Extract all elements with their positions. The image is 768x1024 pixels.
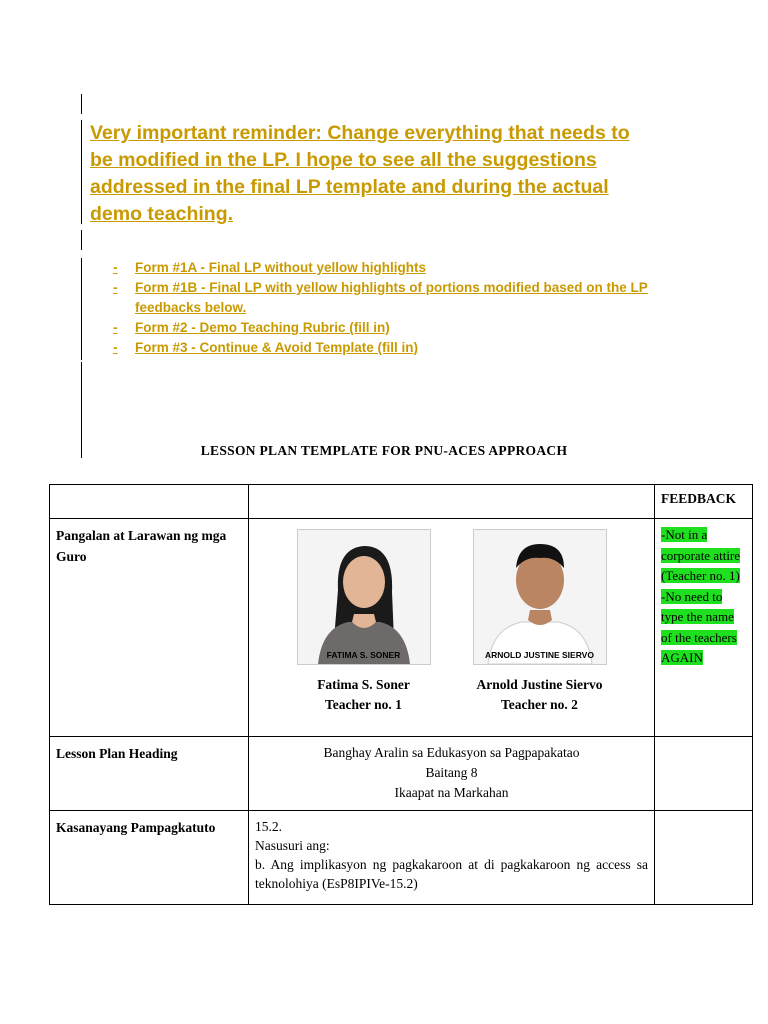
list-item: - Form #2 - Demo Teaching Rubric (fill in) [113, 320, 390, 335]
reminder-note [90, 120, 690, 228]
portrait-icon [298, 530, 430, 664]
margin-bar [81, 258, 82, 360]
table-row [50, 811, 753, 905]
lesson-plan-table [49, 484, 753, 905]
reminder-line: demo teaching. [90, 203, 234, 225]
table-cell [249, 485, 655, 519]
skill-cell [249, 811, 655, 905]
table-cell [50, 485, 249, 519]
feedback-text: -Not in a corporate attire (Teacher no. 1) -No need to type the name of the teachers AGAIN [661, 527, 741, 665]
heading-label: Lesson Plan Heading [50, 737, 249, 811]
skill-text: b. Ang implikasyon ng pagkakaroon at di pagkakaroon ng access sa teknolohiya (EsP8IPIVe-15.2) [255, 857, 648, 891]
feedback-cell [655, 519, 753, 737]
margin-bar [81, 230, 82, 250]
grade-text: Baitang 8 [425, 765, 478, 780]
feedback-header: FEEDBACK [655, 485, 753, 519]
teacher-card [294, 529, 434, 715]
table-row [50, 519, 753, 737]
subject-text: Banghay Aralin sa Edukasyon sa Pagpapakatao [323, 745, 580, 760]
reminder-line: addressed in the final LP template and during the actual [90, 176, 609, 198]
reminder-line: Very important reminder: Change everything that needs to [90, 122, 630, 144]
list-item: - Form #1A - Final LP without yellow highlights [113, 260, 427, 275]
teacher-photo: FATIMA S. SONER [297, 529, 431, 665]
heading-cell [249, 737, 655, 811]
teacher-role: Teacher no. 2 [501, 697, 578, 712]
table-row [50, 485, 753, 519]
list-item: - Form #3 - Continue & Avoid Template (fill in) [113, 340, 419, 355]
teachers-label: Pangalan at Larawan ng mga Guro [50, 519, 249, 737]
teachers-cell [249, 519, 655, 737]
margin-bar [81, 120, 82, 224]
list-item: - Form #1B - Final LP with yellow highlights of portions modified based on the LP feedbacks below. [113, 280, 648, 315]
teacher-photo: ARNOLD JUSTINE SIERVO [473, 529, 607, 665]
document-title: LESSON PLAN TEMPLATE FOR PNU-ACES APPROACH [200, 443, 568, 458]
reminder-line: be modified in the LP. I hope to see all the suggestions [90, 149, 597, 171]
teacher-role: Teacher no. 1 [325, 697, 402, 712]
forms-list [113, 258, 693, 358]
skill-intro: Nasusuri ang: [255, 838, 330, 853]
portrait-icon [474, 530, 606, 664]
quarter-text: Ikaapat na Markahan [394, 785, 509, 800]
teacher-name: Fatima S. Soner [317, 677, 410, 692]
feedback-cell [655, 811, 753, 905]
feedback-cell [655, 737, 753, 811]
skill-code: 15.2. [255, 819, 282, 834]
margin-bar [81, 94, 82, 114]
table-row [50, 737, 753, 811]
skill-label: Kasanayang Pampagkatuto [50, 811, 249, 905]
teacher-name: Arnold Justine Siervo [476, 677, 603, 692]
teacher-card [470, 529, 610, 715]
